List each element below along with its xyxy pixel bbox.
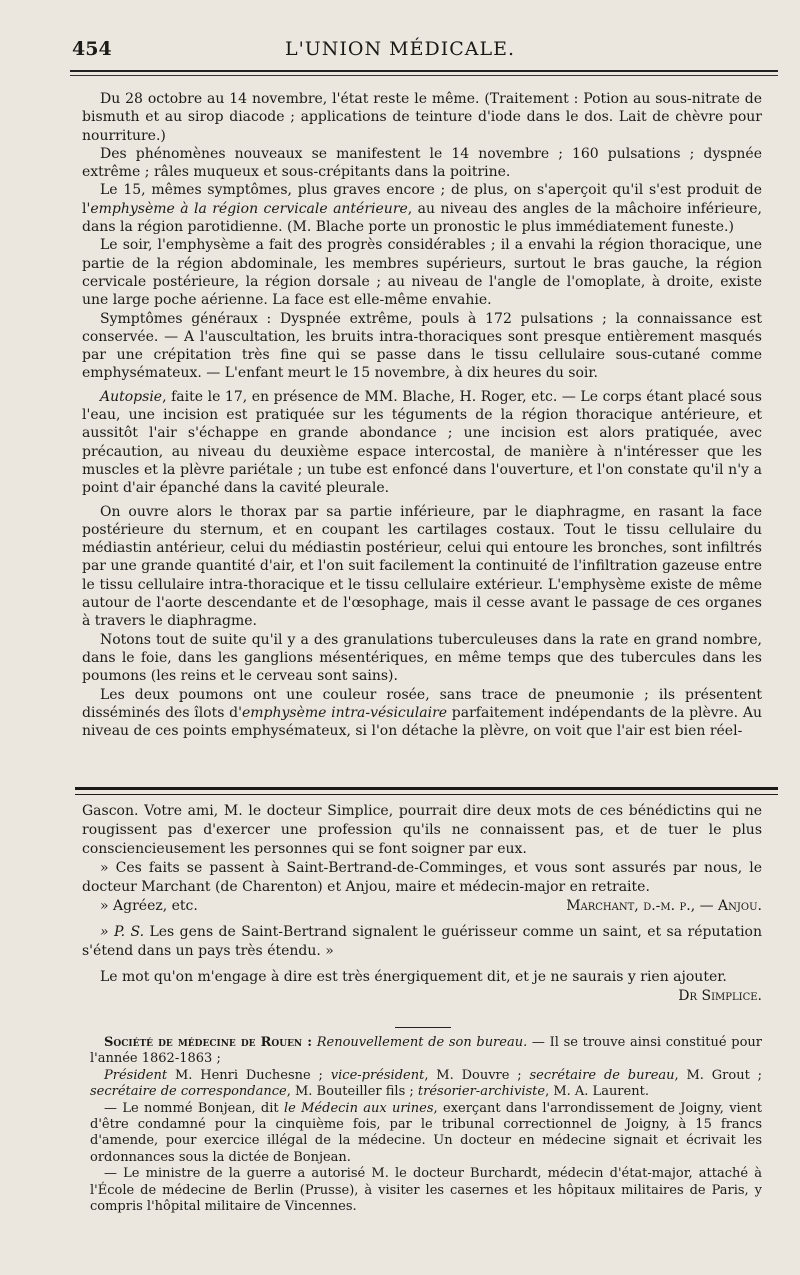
italic-run: trésorier-archiviste bbox=[417, 1084, 546, 1100]
article-paragraph: Symptômes généraux : Dyspnée extrême, pouls à 172 pulsations ; la connaissance est conservée. — A l'auscultation, les bruits intra-thoraciques sont presque entièrement masqués par une crépitation très fine qui se passe dans le tissu cellulaire sous-cutané comme emphysémateux. — L'enfant meurt le 15 novembre, à dix heures du soir. bbox=[82, 310, 762, 382]
italic-run: le Médecin aux urines bbox=[283, 1100, 434, 1116]
italic-run: emphysème à la région cervicale antérieure bbox=[90, 200, 408, 217]
short-rule bbox=[395, 1027, 451, 1028]
text-run: , M. Grout ; bbox=[674, 1067, 763, 1083]
article-paragraph bbox=[82, 388, 762, 498]
news-item bbox=[90, 1035, 762, 1068]
page-header bbox=[0, 30, 800, 70]
italic-run: Président bbox=[104, 1067, 168, 1083]
society-name: Société de médecine de Rouen : bbox=[104, 1035, 313, 1050]
news-item bbox=[90, 1068, 762, 1101]
article-paragraph: On ouvre alors le thorax par sa partie inférieure, par le diaphragme, en rasant la face postérieure du sternum, et en coupant les cartilages costaux. Tout le tissu cellulaire du médiastin antérieur, celui du médiastin postérieur, celui qui entoure les bronches, sont infiltrés par une grande quantité d'air, et l'on suit facilement la continuité de l'infiltration gazeuse entre le tissu cellulaire intra-thoracique et le tissu cellulaire extérieur. L'emphysème existe de même autour de l'aorte descendante et de l'œsophage, mais il cesse avant le passage de ces organes à travers le diaphragme. bbox=[82, 503, 762, 630]
text-run: , au niveau des angles de la mâchoire inférieure, dans la région parotidienne. (M. Blache porte un pronostic le plus immédiatement funeste.) bbox=[82, 200, 762, 236]
italic-run: » P. S. bbox=[100, 924, 145, 940]
text-run: , M. Bouteiller fils ; bbox=[286, 1084, 418, 1100]
italic-run: vice-président bbox=[330, 1067, 425, 1083]
text-run: , exerçant dans l'arrondissement de Joigny, vient d'être condamné pour la cinquième fois, par le tribunal correctionnel de Joigny, à 15 francs d'amende, pour exercice illégal de la médecine. Un docteur en médecine signait et écrivait les ordonnances sous la dictée de Bonjean. bbox=[90, 1100, 762, 1165]
text-run: Les deux poumons ont une couleur rosée, sans trace de pneumonie ; ils présentent disséminés des îlots d' bbox=[82, 686, 762, 721]
article-paragraph bbox=[82, 181, 762, 236]
news-item: — Le ministre de la guerre a autorisé M. le docteur Burchardt, médecin d'état-major, attaché à l'École de médecine de Berlin (Prusse), à visiter les casernes et les hôpitaux militaires de Paris, y compris l'hôpital militaire de Vincennes. bbox=[90, 1166, 762, 1215]
signature-line bbox=[82, 897, 762, 916]
italic-run: secrétaire de correspondance bbox=[90, 1084, 287, 1100]
text-run: , M. A. Laurent. bbox=[545, 1084, 649, 1100]
news-section bbox=[90, 1035, 762, 1215]
feuilleton-paragraph: Le mot qu'on m'engage à dire est très énergiquement dit, et je ne saurais y rien ajouter. bbox=[100, 969, 727, 985]
italic-run: secrétaire de bureau bbox=[529, 1067, 675, 1083]
text-run: Le 15, mêmes symptômes, plus graves encore ; de plus, on s'aperçoit qu'il s'est produit de l' bbox=[82, 182, 762, 217]
italic-run: Autopsie bbox=[100, 388, 163, 405]
feuilleton-paragraph: » Ces faits se passent à Saint-Bertrand-de-Comminges, et vous sont assurés par nous, le docteur Marchant (de Charenton) et Anjou, maire et médecin-major en retraite. bbox=[82, 860, 762, 895]
feuilleton-paragraph: Gascon. Votre ami, M. le docteur Simplice, pourrait dire deux mots de ces bénédictins qui ne rougissent pas d'exercer une profession qu'ils ne connaissent pas, et de tuer le plus consciencieusement les personnes qui se font soigner par eux. bbox=[82, 803, 762, 857]
header-rule-thin bbox=[70, 75, 778, 76]
italic-run: Renouvellement de son bureau. bbox=[312, 1035, 528, 1050]
article-paragraph: Des phénomènes nouveaux se manifestent le 14 novembre ; 160 pulsations ; dyspnée extrême ; râles muqueux et sous-crépitants dans la poitrine. bbox=[82, 145, 762, 181]
article-paragraph: Le soir, l'emphysème a fait des progrès considérables ; il a envahi la région thoracique, une partie de la région abdominale, les membres supérieurs, surtout le bras gauche, la région cervicale postérieure, la région dorsale ; au niveau de l'angle de l'omoplate, à droite, existe une large poche aérienne. La face est elle-même envahie. bbox=[82, 237, 762, 309]
italic-run: emphysème intra-vésiculaire bbox=[241, 704, 448, 721]
author-signature: Dr Simplice. bbox=[678, 988, 762, 1004]
signatories: Marchant, d.-m. p., — Anjou. bbox=[566, 898, 762, 914]
feuilleton-body bbox=[82, 802, 762, 1006]
journal-title: L'UNION MÉDICALE. bbox=[284, 38, 516, 60]
closing-formula: » Agréez, etc. bbox=[100, 898, 198, 914]
article-body bbox=[82, 90, 762, 740]
text-run: Les gens de Saint-Bertrand signalent le guérisseur comme un saint, et sa réputation s'étend dans un pays très étendu. » bbox=[82, 924, 763, 959]
article-paragraph bbox=[82, 686, 762, 741]
header-rule bbox=[70, 70, 778, 72]
article-paragraph: Notons tout de suite qu'il y a des granulations tuberculeuses dans la rate en grand nombre, dans le foie, dans les ganglions mésentériques, en même temps que des tubercules dans les poumons (les reins et le cerveau sont sains). bbox=[82, 631, 762, 685]
text-run: parfaitement indépendants de la plèvre. Au niveau de ces points emphysémateux, si l'on détache la plèvre, on voit que l'air est bien réel- bbox=[82, 704, 762, 740]
section-separator-thin bbox=[75, 794, 778, 795]
text-run: — Le nommé Bonjean, dit bbox=[104, 1100, 284, 1116]
section-separator bbox=[75, 787, 778, 790]
page-number: 454 bbox=[72, 38, 112, 60]
text-run: — Il se trouve ainsi constitué pour l'année 1862-1863 ; bbox=[90, 1035, 762, 1067]
text-run: M. Henri Duchesne ; bbox=[167, 1067, 331, 1083]
text-run: , faite le 17, en présence de MM. Blache, H. Roger, etc. — Le corps étant placé sous l'eau, une incision est pratiquée sur les téguments de la région thoracique antérieure, et aussitôt l'air s'échappe en grande abondance ; une incision est alors pratiquée, avec précaution, au niveau du deuxième espace intercostal, de manière à n'intéresser que les muscles et la plèvre pariétale ; un tube est enfoncé dans l'ouverture, et l'on constate qu'il n'y a point d'air épanché dans la cavité pleurale. bbox=[82, 388, 762, 497]
text-run: , M. Douvre ; bbox=[424, 1067, 530, 1083]
news-item bbox=[90, 1101, 762, 1167]
article-paragraph: Du 28 octobre au 14 novembre, l'état reste le même. (Traitement : Potion au sous-nitrate de bismuth et au sirop diacode ; applications de teinture d'iode dans le dos. Lait de chèvre pour nourriture.) bbox=[82, 91, 762, 144]
feuilleton-postscript bbox=[82, 923, 762, 961]
